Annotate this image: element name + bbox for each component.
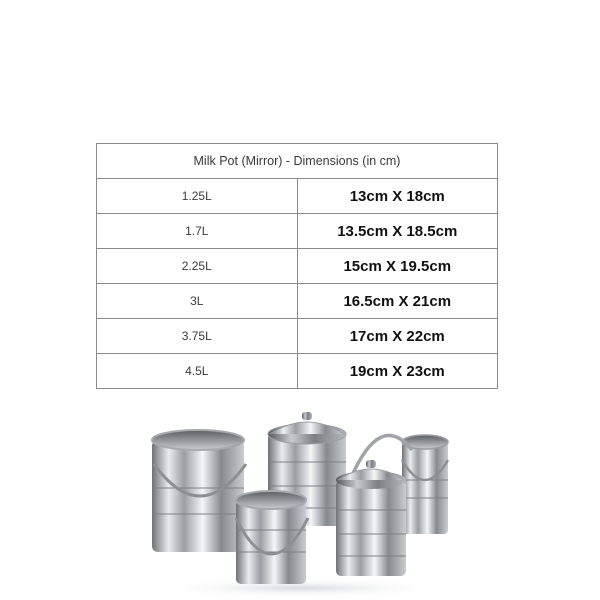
dimensions-cell: 13cm X 18cm (297, 179, 498, 214)
capacity-cell: 4.5L (97, 354, 298, 389)
dimensions-cell: 16.5cm X 21cm (297, 284, 498, 319)
dimensions-cell: 15cm X 19.5cm (297, 249, 498, 284)
capacity-cell: 3L (97, 284, 298, 319)
dimensions-cell: 13.5cm X 18.5cm (297, 214, 498, 249)
table-row (97, 179, 498, 214)
capacity-cell: 3.75L (97, 319, 298, 354)
pot-right-lidded (336, 435, 412, 576)
table-row (97, 354, 498, 389)
dimensions-table (96, 143, 498, 389)
table-caption-row (97, 144, 498, 179)
table-row (97, 319, 498, 354)
table-row (97, 284, 498, 319)
pot-front-small (236, 491, 308, 584)
capacity-cell: 1.25L (97, 179, 298, 214)
dimensions-cell: 19cm X 23cm (297, 354, 498, 389)
table-row (97, 214, 498, 249)
dimensions-cell: 17cm X 22cm (297, 319, 498, 354)
milk-pots-product-image (140, 400, 460, 600)
pot-far-right (402, 435, 448, 534)
table-caption: Milk Pot (Mirror) - Dimensions (in cm) (97, 144, 498, 179)
capacity-cell: 2.25L (97, 249, 298, 284)
table-row (97, 249, 498, 284)
capacity-cell: 1.7L (97, 214, 298, 249)
pot-left-large (152, 430, 246, 552)
